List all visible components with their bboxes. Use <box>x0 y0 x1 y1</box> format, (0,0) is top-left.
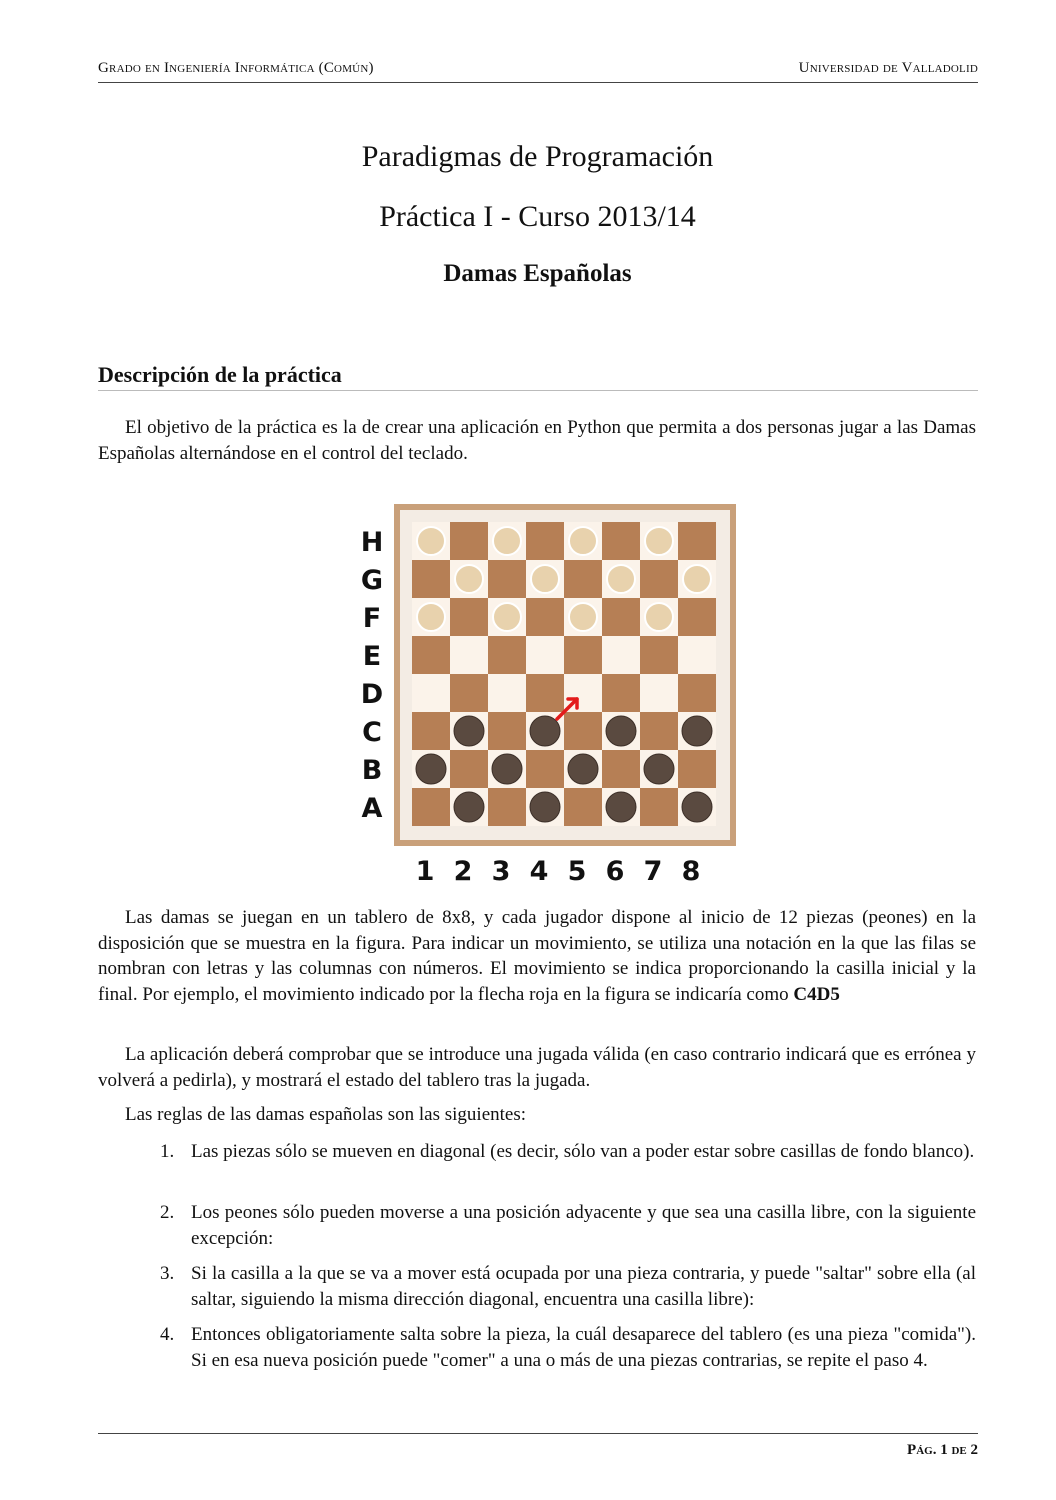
dark-square <box>526 598 564 636</box>
document-subtitle: Práctica I - Curso 2013/14 <box>379 200 696 233</box>
dark-square <box>602 674 640 712</box>
column-label: 7 <box>643 856 663 887</box>
light-square <box>640 674 678 712</box>
light-piece <box>645 603 673 631</box>
dark-square <box>678 522 716 560</box>
dark-piece <box>530 792 560 822</box>
dark-square <box>412 788 450 826</box>
list-item-text: Entonces obligatoriamente salta sobre la pieza, la cuál desaparece del tablero (es una pieza "comida"). Si en esa nueva posición puede "comer" a una o más de una piezas contrarias, se repite el paso 4. <box>191 1324 976 1371</box>
light-piece <box>645 527 673 555</box>
row-label: H <box>360 527 384 558</box>
header-left: Grado en Ingeniería Informática (Común) <box>98 60 374 76</box>
column-label: 1 <box>415 856 435 887</box>
dark-square <box>564 712 602 750</box>
header-right: Universidad de Valladolid <box>798 60 978 76</box>
dark-piece <box>416 754 446 784</box>
light-piece <box>531 565 559 593</box>
dark-square <box>450 674 488 712</box>
column-label: 5 <box>567 856 587 887</box>
dark-square <box>488 560 526 598</box>
light-piece <box>683 565 711 593</box>
paragraph-validation-text: La aplicación deberá comprobar que se introduce una jugada válida (en caso contrario indicará que es errónea y volverá a pedirla), y mostrará el estado del tablero tras la jugada. <box>98 1044 976 1091</box>
document-title: Paradigmas de Programación <box>361 140 714 173</box>
dark-piece <box>644 754 674 784</box>
column-label: 8 <box>681 856 701 887</box>
list-item-number: 1. <box>160 1141 175 1162</box>
dark-square <box>488 636 526 674</box>
row-label: D <box>360 679 384 710</box>
paragraph-intro <box>98 415 976 466</box>
dark-square <box>564 560 602 598</box>
dark-square <box>450 598 488 636</box>
list-item-number: 2. <box>160 1202 175 1223</box>
list-item-text: Las piezas sólo se mueven en diagonal (es decir, sólo van a poder estar sobre casillas de fondo blanco). <box>191 1141 975 1162</box>
light-piece <box>493 603 521 631</box>
light-piece <box>569 603 597 631</box>
dark-square <box>640 712 678 750</box>
column-label: 4 <box>529 856 549 887</box>
dark-square <box>526 522 564 560</box>
light-square <box>526 636 564 674</box>
row-label: A <box>361 793 383 824</box>
column-label: 3 <box>491 856 511 887</box>
section-heading: Descripción de la práctica <box>98 362 978 391</box>
light-piece <box>493 527 521 555</box>
list-item-text: Los peones sólo pueden moverse a una posición adyacente y que sea una casilla libre, con la siguiente excepción: <box>191 1202 976 1249</box>
light-piece <box>569 527 597 555</box>
light-square <box>488 674 526 712</box>
row-label: F <box>362 603 382 634</box>
dark-square <box>450 522 488 560</box>
example-move: C4D5 <box>793 983 840 1005</box>
checkers-board <box>356 500 748 890</box>
dark-square <box>602 522 640 560</box>
dark-square <box>564 636 602 674</box>
dark-piece <box>492 754 522 784</box>
column-label: 6 <box>605 856 625 887</box>
column-label: 2 <box>453 856 473 887</box>
dark-piece <box>530 716 560 746</box>
paragraph-rules-intro <box>98 1102 976 1128</box>
dark-square <box>412 560 450 598</box>
list-item-number: 3. <box>160 1263 175 1284</box>
dark-square <box>450 750 488 788</box>
paragraph-notation-text: Las damas se juegan en un tablero de 8x8, y cada jugador dispone al inicio de 12 piezas (peones) en la disposición que se muestra en la figura. Para indicar un movimiento, se utiliza una notación en la que las filas se nombran con letras y las columnas con números. El movimiento se indica proporcionando la casilla inicial y la final. Por ejemplo, el movimiento indicado por la flecha roja en la figura se indicaría como <box>98 907 976 1005</box>
dark-square <box>602 750 640 788</box>
light-square <box>412 674 450 712</box>
dark-square <box>526 674 564 712</box>
paragraph-validation <box>98 1042 976 1093</box>
row-label: B <box>361 755 383 786</box>
dark-square <box>640 560 678 598</box>
row-label: G <box>360 565 384 596</box>
dark-piece <box>454 716 484 746</box>
dark-square <box>640 636 678 674</box>
dark-piece <box>682 716 712 746</box>
list-item <box>160 1200 976 1251</box>
dark-square <box>678 598 716 636</box>
page-header <box>98 60 978 83</box>
light-piece <box>417 527 445 555</box>
light-piece <box>455 565 483 593</box>
dark-piece <box>606 792 636 822</box>
dark-square <box>526 750 564 788</box>
dark-square <box>678 750 716 788</box>
dark-square <box>564 788 602 826</box>
list-item-number: 4. <box>160 1324 175 1345</box>
dark-square <box>602 598 640 636</box>
paragraph-rules-intro-text: Las reglas de las damas españolas son las siguientes: <box>125 1104 527 1125</box>
dark-square <box>640 788 678 826</box>
list-item <box>160 1261 976 1312</box>
light-square <box>678 636 716 674</box>
list-item <box>160 1139 976 1165</box>
paragraph-notation <box>98 905 976 1007</box>
page-number: Pág. 1 de 2 <box>907 1442 978 1458</box>
dark-square <box>412 712 450 750</box>
dark-square <box>412 636 450 674</box>
light-piece <box>607 565 635 593</box>
dark-piece <box>606 716 636 746</box>
dark-square <box>678 674 716 712</box>
checkers-board-figure <box>356 500 748 890</box>
list-item <box>160 1322 976 1373</box>
dark-square <box>488 788 526 826</box>
dark-piece <box>682 792 712 822</box>
dark-piece <box>568 754 598 784</box>
row-label: C <box>362 717 382 748</box>
list-item-text: Si la casilla a la que se va a mover está ocupada por una pieza contraria, y puede "saltar" sobre ella (al saltar, siguiendo la misma dirección diagonal, encuentra una casilla libre): <box>191 1263 976 1310</box>
paragraph-intro-text: El objetivo de la práctica es la de crear una aplicación en Python que permita a dos personas jugar a las Damas Españolas alternándose en el control del teclado. <box>98 417 976 464</box>
light-square <box>450 636 488 674</box>
practice-title: Damas Españolas <box>443 260 632 287</box>
light-piece <box>417 603 445 631</box>
dark-square <box>488 712 526 750</box>
row-label: E <box>362 641 382 672</box>
dark-piece <box>454 792 484 822</box>
page-footer <box>98 1433 978 1459</box>
light-square <box>602 636 640 674</box>
